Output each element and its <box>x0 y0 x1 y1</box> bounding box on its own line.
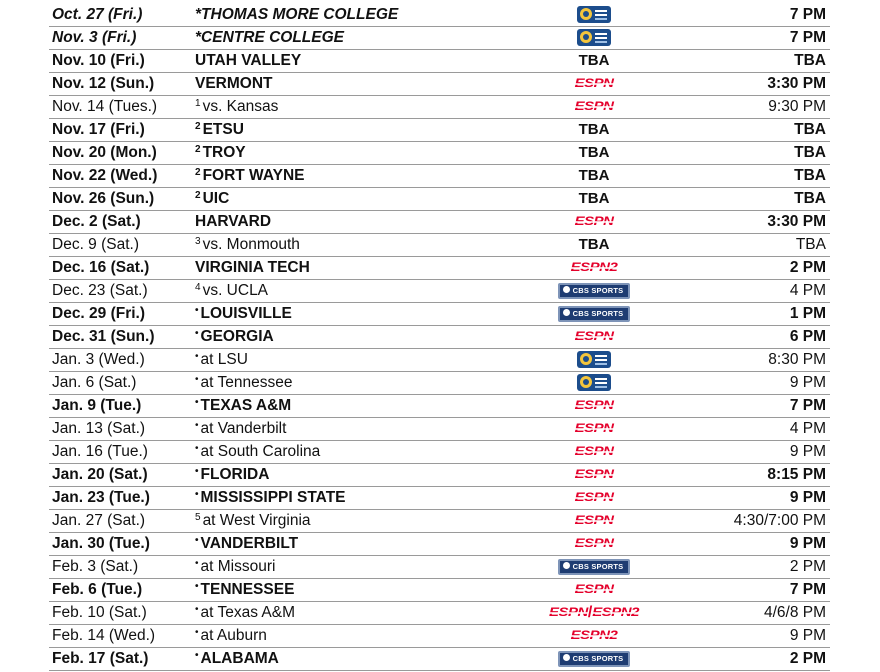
game-date: Dec. 2 (Sat.) <box>52 213 141 230</box>
game-time: TBA <box>795 236 826 253</box>
game-date: Feb. 10 (Sat.) <box>52 604 147 621</box>
network-tba: TBA <box>578 52 610 69</box>
schedule-row <box>49 510 830 533</box>
game-time: 4 PM <box>789 420 826 437</box>
tv-network <box>529 303 659 325</box>
espn-logo-icon: ESPN <box>574 513 614 528</box>
network-tba: TBA <box>578 190 610 207</box>
game-date: Jan. 16 (Tue.) <box>52 443 148 460</box>
game-time: TBA <box>794 144 826 161</box>
sec-network-icon <box>577 374 611 391</box>
game-date: Oct. 27 (Fri.) <box>52 6 143 23</box>
tv-network <box>529 625 659 647</box>
schedule-row <box>49 4 830 27</box>
game-opponent <box>195 234 300 258</box>
espn-logo-icon: ESPN <box>574 214 614 229</box>
game-date: Nov. 12 (Sun.) <box>52 75 155 92</box>
game-opponent <box>195 510 311 534</box>
game-date: Feb. 14 (Wed.) <box>52 627 156 644</box>
game-date: Feb. 17 (Sat.) <box>52 650 149 667</box>
game-time: 7 PM <box>789 6 826 23</box>
game-date: Dec. 9 (Sat.) <box>52 236 139 253</box>
opponent-name: UIC <box>202 190 230 207</box>
opponent-name: at Vanderbilt <box>200 420 287 437</box>
cbs-label: CBS SPORTS <box>572 653 624 663</box>
opponent-name: FORT WAYNE <box>202 167 305 184</box>
game-opponent <box>195 188 229 212</box>
game-time: 4:30/7:00 PM <box>733 512 826 529</box>
tv-network <box>529 487 659 509</box>
espn-logo-icon: ESPN <box>574 444 614 459</box>
schedule-row <box>49 487 830 510</box>
schedule-row <box>49 188 830 211</box>
schedule-row <box>49 349 830 372</box>
schedule-row <box>49 326 830 349</box>
schedule-row <box>49 464 830 487</box>
opponent-name: vs. UCLA <box>202 282 269 299</box>
game-opponent <box>195 303 292 327</box>
game-opponent <box>195 372 292 396</box>
opponent-name: UTAH VALLEY <box>195 52 302 69</box>
opponent-name: ETSU <box>202 121 244 138</box>
footnote-marker: 2 <box>195 167 201 178</box>
game-time: 7 PM <box>789 29 826 46</box>
schedule-row <box>49 142 830 165</box>
tv-network <box>529 372 659 394</box>
network-tba: TBA <box>578 121 610 138</box>
conference-marker: • <box>195 650 199 661</box>
espn-logo-icon: ESPN <box>574 99 614 114</box>
footnote-marker: 4 <box>195 282 201 293</box>
cbs-eye-icon <box>563 309 570 316</box>
opponent-name: at LSU <box>200 351 248 368</box>
footnote-marker: 1 <box>195 98 201 109</box>
game-opponent <box>195 96 278 120</box>
schedule-row <box>49 556 830 579</box>
conference-marker: • <box>195 351 199 362</box>
game-date: Dec. 16 (Sat.) <box>52 259 150 276</box>
cbs-sports-logo-icon <box>558 559 631 575</box>
conference-marker: • <box>195 558 199 569</box>
conference-marker: • <box>195 627 199 638</box>
conference-marker: • <box>195 581 199 592</box>
espn-logo-icon: ESPN <box>574 467 614 482</box>
schedule-row <box>49 50 830 73</box>
network-tba: TBA <box>578 167 610 184</box>
game-time: 8:15 PM <box>767 466 826 483</box>
espn-logo-icon: ESPN <box>574 490 614 505</box>
tv-network <box>529 119 659 141</box>
espn2-logo-icon: ESPN2 <box>570 628 618 643</box>
tv-network <box>529 556 659 578</box>
game-opponent <box>195 142 246 166</box>
opponent-name: MISSISSIPPI STATE <box>200 489 346 506</box>
schedule-row <box>49 211 830 234</box>
cbs-eye-icon <box>563 654 570 661</box>
opponent-name: LOUISVILLE <box>200 305 292 322</box>
conference-marker: • <box>195 328 199 339</box>
tv-network <box>529 211 659 233</box>
footnote-marker: 2 <box>195 190 201 201</box>
game-date: Jan. 23 (Tue.) <box>52 489 150 506</box>
game-opponent <box>195 349 248 373</box>
opponent-name: at Texas A&M <box>200 604 295 621</box>
espn-logo-icon: ESPN <box>574 76 614 91</box>
sec-network-plus-icon <box>577 29 611 46</box>
conference-marker: • <box>195 420 199 431</box>
tv-network <box>529 579 659 601</box>
schedule-row <box>49 234 830 257</box>
game-opponent <box>195 579 294 603</box>
footnote-marker: 2 <box>195 144 201 155</box>
tv-network <box>529 602 659 624</box>
game-date: Jan. 6 (Sat.) <box>52 374 137 391</box>
tv-network <box>529 533 659 555</box>
game-opponent <box>195 27 344 49</box>
game-time: 2 PM <box>789 259 826 276</box>
schedule-row <box>49 395 830 418</box>
tv-network <box>529 165 659 187</box>
game-opponent <box>195 487 346 511</box>
footnote-marker: 2 <box>195 121 201 132</box>
opponent-name: at South Carolina <box>200 443 321 460</box>
game-date: Jan. 20 (Sat.) <box>52 466 148 483</box>
opponent-name: vs. Kansas <box>202 98 279 115</box>
espn-logo-icon: ESPN <box>574 582 614 597</box>
game-date: Nov. 22 (Wed.) <box>52 167 158 184</box>
conference-marker: • <box>195 374 199 385</box>
tv-network <box>529 73 659 95</box>
conference-marker: • <box>195 305 199 316</box>
sec-ball-icon <box>580 353 592 365</box>
game-time: 1 PM <box>789 305 826 322</box>
sec-network-plus-icon <box>577 6 611 23</box>
espn2-logo-icon: ESPN2 <box>592 605 639 620</box>
sec-lines-icon <box>595 378 607 380</box>
game-time: 2 PM <box>789 650 826 667</box>
game-time: 6 PM <box>789 328 826 345</box>
game-time: 9 PM <box>789 443 826 460</box>
game-opponent <box>195 4 398 26</box>
opponent-name: VIRGINIA TECH <box>195 259 310 276</box>
game-date: Dec. 31 (Sun.) <box>52 328 155 345</box>
game-opponent <box>195 533 298 557</box>
schedule-row <box>49 280 830 303</box>
game-opponent <box>195 280 268 304</box>
cbs-eye-icon <box>563 562 570 569</box>
game-time: 7 PM <box>789 397 826 414</box>
game-time: 9 PM <box>789 489 826 506</box>
game-time: 9:30 PM <box>768 98 826 115</box>
game-time: TBA <box>794 52 826 69</box>
game-opponent <box>195 395 291 419</box>
cbs-sports-logo-icon <box>558 306 631 322</box>
sec-ball-icon <box>580 376 592 388</box>
cbs-label: CBS SPORTS <box>572 308 624 318</box>
game-opponent <box>195 326 274 350</box>
footnote-marker: 5 <box>195 512 201 523</box>
game-date: Nov. 3 (Fri.) <box>52 29 137 46</box>
sec-ball-icon <box>580 8 592 20</box>
game-opponent <box>195 119 244 143</box>
sec-ball-icon <box>580 31 592 43</box>
opponent-name: TENNESSEE <box>200 581 295 598</box>
game-date: Jan. 27 (Sat.) <box>52 512 146 529</box>
network-tba: TBA <box>578 236 610 253</box>
sec-lines-icon <box>595 33 607 35</box>
opponent-name: VERMONT <box>195 75 273 92</box>
game-time: TBA <box>794 121 826 138</box>
game-opponent <box>195 556 275 580</box>
game-date: Jan. 9 (Tue.) <box>52 397 142 414</box>
opponent-name: at Missouri <box>200 558 276 575</box>
espn-logo-icon: ESPN <box>574 329 614 344</box>
espn-logo-icon: ESPN <box>548 605 588 620</box>
game-time: 9 PM <box>789 374 826 391</box>
cbs-eye-icon <box>563 286 570 293</box>
game-time: 9 PM <box>789 627 826 644</box>
cbs-sports-logo-icon <box>558 651 631 667</box>
game-date: Jan. 30 (Tue.) <box>52 535 150 552</box>
conference-marker: • <box>195 397 199 408</box>
schedule-row <box>49 165 830 188</box>
game-time: 3:30 PM <box>767 213 826 230</box>
game-time: 3:30 PM <box>767 75 826 92</box>
espn-logo-icon: ESPN <box>574 421 614 436</box>
schedule-row <box>49 257 830 280</box>
game-time: TBA <box>794 167 826 184</box>
cbs-label: CBS SPORTS <box>572 285 624 295</box>
game-time: 8:30 PM <box>768 351 826 368</box>
sec-lines-icon <box>595 355 607 357</box>
tv-network <box>529 4 659 26</box>
game-date: Jan. 3 (Wed.) <box>52 351 145 368</box>
game-time: 9 PM <box>789 535 826 552</box>
opponent-name: FLORIDA <box>200 466 270 483</box>
opponent-name: TROY <box>202 144 246 161</box>
schedule-row <box>49 73 830 96</box>
opponent-name: HARVARD <box>195 213 272 230</box>
tv-network <box>529 510 659 532</box>
tv-network <box>529 188 659 210</box>
schedule-row <box>49 119 830 142</box>
cbs-sports-logo-icon <box>558 283 631 299</box>
sec-lines-icon <box>595 10 607 12</box>
tv-network <box>529 142 659 164</box>
tv-network <box>529 464 659 486</box>
game-time: 2 PM <box>789 558 826 575</box>
tv-network <box>529 96 659 118</box>
game-opponent <box>195 625 267 649</box>
tv-network <box>529 418 659 440</box>
game-time: 4 PM <box>789 282 826 299</box>
game-opponent <box>195 50 301 72</box>
opponent-name: *CENTRE COLLEGE <box>195 29 344 46</box>
schedule-row <box>49 372 830 395</box>
conference-marker: • <box>195 443 199 454</box>
game-opponent <box>195 418 286 442</box>
game-date: Nov. 26 (Sun.) <box>52 190 155 207</box>
tv-network <box>529 349 659 371</box>
game-opponent <box>195 648 279 672</box>
game-date: Nov. 14 (Tues.) <box>52 98 158 115</box>
game-date: Dec. 29 (Fri.) <box>52 305 146 322</box>
schedule-row <box>49 303 830 326</box>
game-date: Jan. 13 (Sat.) <box>52 420 146 437</box>
espn-logo-icon: ESPN <box>574 536 614 551</box>
game-date: Nov. 20 (Mon.) <box>52 144 157 161</box>
tv-network <box>529 280 659 302</box>
schedule-row <box>49 96 830 119</box>
opponent-name: at West Virginia <box>202 512 311 529</box>
game-opponent <box>195 165 304 189</box>
opponent-name: at Tennessee <box>200 374 293 391</box>
tv-network <box>529 234 659 256</box>
game-time: TBA <box>794 190 826 207</box>
conference-marker: • <box>195 489 199 500</box>
schedule-row <box>49 533 830 556</box>
game-time: 4/6/8 PM <box>763 604 826 621</box>
schedule-row <box>49 418 830 441</box>
game-opponent <box>195 602 295 626</box>
footnote-marker: 3 <box>195 236 201 247</box>
game-opponent <box>195 464 269 488</box>
game-opponent <box>195 257 310 279</box>
schedule-row <box>49 579 830 602</box>
conference-marker: • <box>195 535 199 546</box>
opponent-name: ALABAMA <box>200 650 279 667</box>
cbs-label: CBS SPORTS <box>572 561 624 571</box>
opponent-name: GEORGIA <box>200 328 274 345</box>
game-opponent <box>195 211 271 233</box>
schedule-row <box>49 27 830 50</box>
tv-network <box>529 257 659 279</box>
game-date: Feb. 3 (Sat.) <box>52 558 139 575</box>
conference-marker: • <box>195 466 199 477</box>
tv-network <box>529 27 659 49</box>
opponent-name: VANDERBILT <box>200 535 299 552</box>
game-date: Nov. 10 (Fri.) <box>52 52 145 69</box>
opponent-name: *THOMAS MORE COLLEGE <box>195 6 399 23</box>
tv-network <box>529 441 659 463</box>
schedule-row <box>49 441 830 464</box>
tv-network <box>529 395 659 417</box>
tv-network <box>529 326 659 348</box>
game-opponent <box>195 441 320 465</box>
opponent-name: vs. Monmouth <box>202 236 300 253</box>
schedule-row <box>49 602 830 625</box>
schedule-row <box>49 625 830 648</box>
game-date: Nov. 17 (Fri.) <box>52 121 145 138</box>
opponent-name: at Auburn <box>200 627 267 644</box>
game-time: 7 PM <box>789 581 826 598</box>
tv-network <box>529 50 659 72</box>
tv-network <box>529 648 659 670</box>
slash-divider: / <box>587 604 593 621</box>
opponent-name: TEXAS A&M <box>200 397 292 414</box>
network-tba: TBA <box>578 144 610 161</box>
game-date: Dec. 23 (Sat.) <box>52 282 148 299</box>
conference-marker: • <box>195 604 199 615</box>
espn2-logo-icon: ESPN2 <box>570 260 618 275</box>
game-date: Feb. 6 (Tue.) <box>52 581 143 598</box>
game-opponent <box>195 73 273 95</box>
espn-logo-icon: ESPN <box>574 398 614 413</box>
sec-network-icon <box>577 351 611 368</box>
